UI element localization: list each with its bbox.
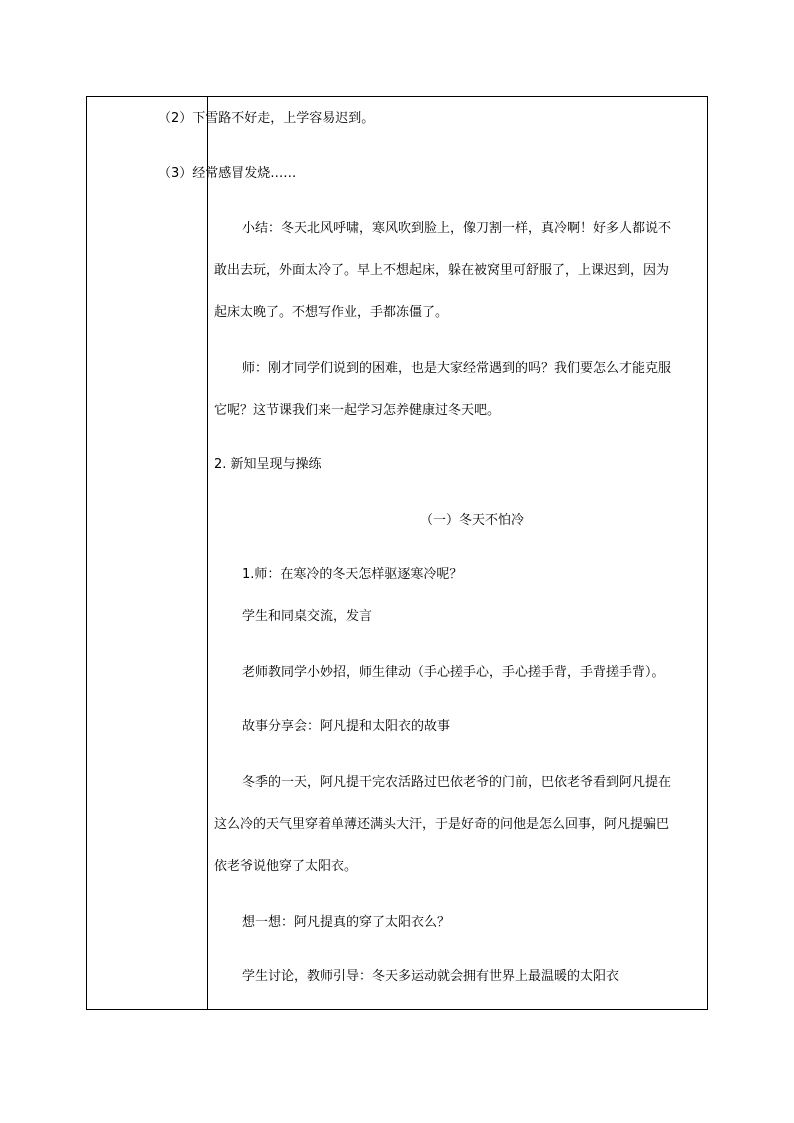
text-line: （2）下雪路不好走，上学容易迟到。 [158, 111, 375, 126]
text-line: 1.师：在寒冷的冬天怎样驱逐寒冷呢？ [242, 567, 463, 582]
text-line: 它呢？这节课我们来一起学习怎养健康过冬天吧。 [214, 403, 501, 418]
text-line: 故事分享会：阿凡提和太阳衣的故事 [242, 719, 451, 734]
text-line: 想一想：阿凡提真的穿了太阳衣么？ [242, 915, 451, 930]
section-heading: 2. 新知呈现与操练 [214, 457, 322, 472]
text-line: 起床太晚了。不想写作业，手都冻僵了。 [214, 305, 449, 320]
text-line: 敢出去玩，外面太冷了。早上不想起床，躲在被窝里可舒服了，上课迟到，因为 [214, 263, 670, 278]
text-line: 老师教同学小妙招，师生律动（手心搓手心，手心搓手背，手背搓手背）。 [242, 665, 665, 680]
text-line: 冬季的一天，阿凡提干完农活路过巴依老爷的门前，巴依老爷看到阿凡提在 [242, 775, 672, 790]
text-line: 学生讨论，教师引导：冬天多运动就会拥有世界上最温暖的太阳衣 [242, 969, 620, 984]
text-line: 依老爷说他穿了太阳衣。 [214, 859, 358, 874]
text-line: 学生和同桌交流，发言 [242, 609, 373, 624]
text-line: 师：刚才同学们说到的困难，也是大家经常遇到的吗？我们要怎么才能克服 [242, 361, 672, 376]
text-line: 这么冷的天气里穿着单薄还满头大汗，于是好奇的问他是怎么回事，阿凡提骗巴 [214, 817, 670, 832]
subsection-heading: （一）冬天不怕冷 [420, 513, 525, 528]
column-divider [207, 97, 208, 1009]
text-line: （3）经常感冒发烧…… [158, 166, 297, 181]
text-line: 小结：冬天北风呼啸，寒风吹到脸上，像刀割一样，真冷啊！好多人都说不 [242, 221, 672, 236]
